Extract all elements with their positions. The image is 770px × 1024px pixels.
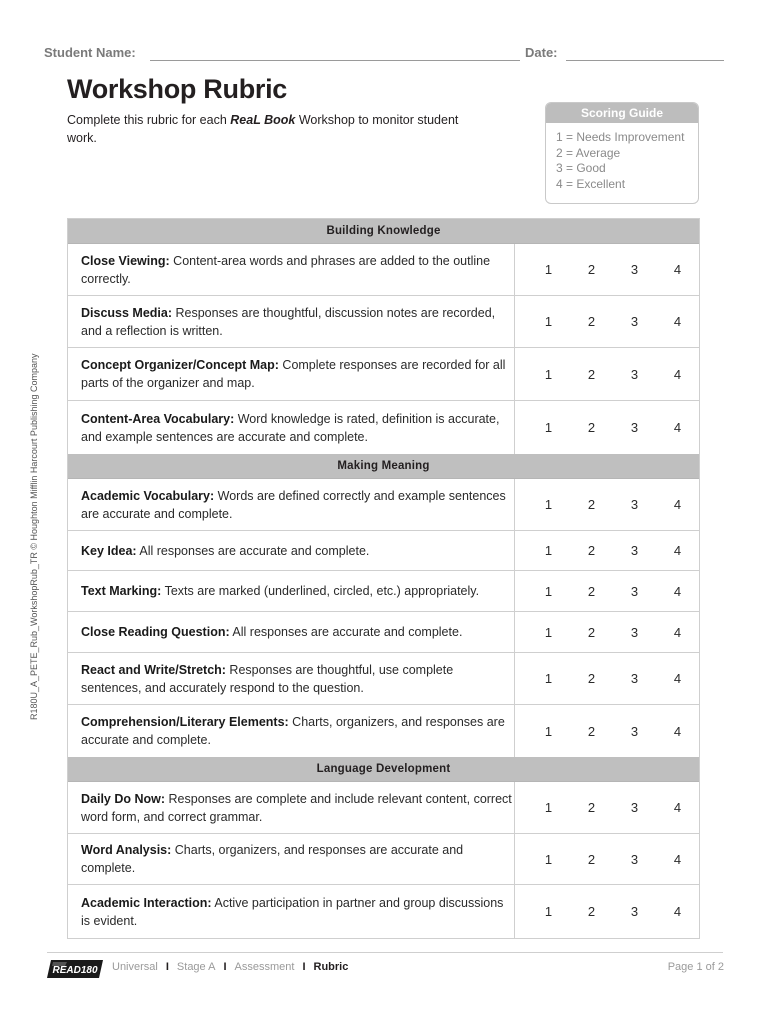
footer-nav-current: Rubric bbox=[313, 961, 349, 973]
criterion-term: Concept Organizer/Concept Map: bbox=[81, 358, 279, 372]
criterion-description bbox=[68, 894, 514, 930]
score-option-1[interactable]: 1 bbox=[544, 583, 553, 599]
criterion-term: Key Idea: bbox=[81, 543, 137, 558]
score-option-4[interactable]: 4 bbox=[673, 262, 682, 277]
score-option-2[interactable]: 2 bbox=[587, 904, 596, 919]
score-option-1[interactable]: 1 bbox=[544, 420, 553, 435]
score-options bbox=[515, 800, 699, 815]
score-option-3[interactable]: 3 bbox=[630, 671, 639, 686]
date-label: Date: bbox=[525, 45, 558, 60]
instructions-emphasis: ReaL Book bbox=[230, 113, 296, 127]
score-option-4[interactable]: 4 bbox=[673, 671, 682, 686]
criterion-term: Discuss Media: bbox=[81, 305, 173, 320]
criterion-text: Words are defined correctly and example sentences are accurate and complete. bbox=[81, 488, 506, 521]
criterion-term: Text Marking: bbox=[81, 584, 162, 598]
footer-divider bbox=[47, 952, 723, 953]
score-option-1[interactable]: 1 bbox=[544, 314, 553, 329]
score-option-2[interactable]: 2 bbox=[587, 262, 596, 277]
rubric-row bbox=[68, 653, 699, 705]
rubric-row bbox=[68, 705, 699, 757]
criterion-text: Charts, organizers, and responses are accurate and complete. bbox=[81, 843, 464, 875]
criterion-term: Academic Vocabulary: bbox=[81, 488, 215, 503]
student-name-label: Student Name: bbox=[44, 45, 136, 60]
score-options bbox=[515, 724, 699, 739]
rubric-table bbox=[67, 218, 700, 939]
criterion-text: Active participation in partner and group discussions is evident. bbox=[81, 895, 504, 928]
section-header: Language Development bbox=[68, 757, 699, 782]
score-option-4[interactable]: 4 bbox=[673, 851, 682, 867]
score-option-1[interactable]: 1 bbox=[544, 723, 553, 739]
score-options bbox=[515, 543, 699, 558]
read180-logo bbox=[45, 958, 105, 980]
criterion-description bbox=[68, 542, 514, 560]
rubric-row bbox=[68, 834, 699, 885]
footer-nav-assessment: Assessment bbox=[234, 961, 295, 973]
score-option-4[interactable]: 4 bbox=[673, 904, 682, 919]
score-option-2[interactable]: 2 bbox=[587, 671, 596, 686]
score-options bbox=[515, 420, 699, 435]
score-options bbox=[515, 262, 699, 277]
score-option-2[interactable]: 2 bbox=[587, 800, 596, 815]
rubric-row bbox=[68, 571, 699, 612]
criterion-description bbox=[68, 252, 514, 288]
student-name-field[interactable] bbox=[150, 60, 520, 61]
score-option-3[interactable]: 3 bbox=[630, 497, 639, 512]
student-info-line bbox=[44, 44, 724, 64]
score-option-3[interactable]: 3 bbox=[630, 366, 639, 382]
criterion-description bbox=[68, 487, 514, 523]
criterion-text: Content-area words and phrases are added to the outline correctly. bbox=[81, 253, 491, 286]
rubric-row bbox=[68, 782, 699, 834]
score-option-4[interactable]: 4 bbox=[673, 723, 682, 739]
side-credit-text: R180U_A_PETE_Rub_WorkshopRub_TR © Houghton Mifflin Harcourt Publishing Company bbox=[29, 353, 39, 720]
scoring-guide-item: 4 = Excellent bbox=[556, 176, 626, 191]
score-option-1[interactable]: 1 bbox=[544, 851, 553, 867]
scoring-guide bbox=[545, 102, 699, 204]
rubric-row bbox=[68, 348, 699, 401]
score-option-3[interactable]: 3 bbox=[630, 262, 639, 277]
score-option-4[interactable]: 4 bbox=[673, 543, 682, 558]
criterion-text: Texts are marked (underlined, circled, etc.) appropriately. bbox=[161, 584, 480, 598]
score-option-2[interactable]: 2 bbox=[587, 624, 596, 640]
score-options bbox=[515, 314, 699, 329]
score-option-1[interactable]: 1 bbox=[544, 366, 553, 382]
scoring-guide-item: 1 = Needs Improvement bbox=[556, 130, 685, 144]
criterion-text: Complete responses are recorded for all parts of the organizer and map. bbox=[81, 358, 506, 390]
footer-nav-stage: Stage A bbox=[176, 961, 216, 973]
criterion-term: Close Reading Question: bbox=[81, 625, 230, 639]
score-options bbox=[515, 671, 699, 686]
instructions-before: Complete this rubric for each bbox=[67, 113, 231, 127]
section-header: Making Meaning bbox=[68, 454, 699, 479]
criterion-term: Daily Do Now: bbox=[81, 791, 166, 806]
rubric-row bbox=[68, 885, 699, 938]
score-option-4[interactable]: 4 bbox=[673, 420, 682, 435]
scoring-guide-item: 3 = Good bbox=[556, 161, 606, 175]
score-option-3[interactable]: 3 bbox=[630, 624, 639, 640]
criterion-description bbox=[68, 841, 514, 877]
score-option-3[interactable]: 3 bbox=[630, 904, 639, 919]
score-options bbox=[515, 367, 699, 382]
criterion-term: Close Viewing: bbox=[81, 253, 170, 268]
criterion-text: All responses are accurate and complete. bbox=[229, 625, 463, 639]
scoring-guide-item: 2 = Average bbox=[556, 145, 621, 160]
score-option-1[interactable]: 1 bbox=[544, 262, 553, 277]
score-option-3[interactable]: 3 bbox=[630, 314, 639, 329]
score-option-3[interactable]: 3 bbox=[630, 851, 639, 867]
criterion-text: Responses are thoughtful, discussion notes are recorded, and a reflection is written. bbox=[81, 305, 496, 338]
score-option-2[interactable]: 2 bbox=[587, 851, 596, 867]
criterion-term: Content-Area Vocabulary: bbox=[81, 411, 235, 426]
score-option-3[interactable]: 3 bbox=[630, 543, 639, 558]
footer-breadcrumb bbox=[112, 961, 348, 973]
score-option-2[interactable]: 2 bbox=[587, 314, 596, 329]
score-option-3[interactable]: 3 bbox=[630, 723, 639, 739]
section-header: Building Knowledge bbox=[68, 219, 699, 244]
logo-text: READ180 bbox=[52, 965, 98, 976]
criterion-text: Word knowledge is rated, definition is accurate, and example sentences are accurate and complete. bbox=[81, 411, 500, 444]
score-option-1[interactable]: 1 bbox=[544, 497, 553, 512]
footer-separator: I bbox=[302, 961, 306, 973]
criterion-text: Charts, organizers, and responses are accurate and complete. bbox=[81, 715, 505, 747]
page-number: Page 1 of 2 bbox=[667, 961, 724, 973]
score-options bbox=[515, 904, 699, 919]
instructions-after: Workshop to monitor student work. bbox=[67, 113, 459, 145]
score-options bbox=[515, 584, 699, 599]
scoring-guide-list bbox=[546, 123, 698, 192]
criterion-text: All responses are accurate and complete. bbox=[136, 543, 370, 558]
score-option-2[interactable]: 2 bbox=[587, 723, 596, 739]
criterion-description bbox=[68, 623, 514, 641]
score-option-2[interactable]: 2 bbox=[587, 543, 596, 558]
score-option-1[interactable]: 1 bbox=[544, 543, 553, 558]
criterion-text: Responses are complete and include relevant content, correct word form, and correct grammar. bbox=[81, 791, 512, 824]
criterion-term: Comprehension/Literary Elements: bbox=[81, 715, 289, 729]
scoring-guide-title: Scoring Guide bbox=[546, 103, 698, 123]
rubric-row bbox=[68, 401, 699, 454]
score-option-2[interactable]: 2 bbox=[587, 420, 596, 435]
criterion-description bbox=[68, 582, 514, 600]
page-title: Workshop Rubric bbox=[67, 74, 288, 104]
criterion-description bbox=[68, 410, 514, 446]
footer-separator: I bbox=[165, 961, 169, 973]
score-options bbox=[515, 625, 699, 640]
score-option-1[interactable]: 1 bbox=[544, 904, 553, 919]
score-option-4[interactable]: 4 bbox=[673, 366, 682, 382]
score-options bbox=[515, 852, 699, 867]
footer-separator: I bbox=[223, 961, 227, 973]
criterion-description bbox=[68, 661, 514, 697]
date-field[interactable] bbox=[566, 60, 724, 61]
rubric-row bbox=[68, 296, 699, 348]
score-options bbox=[515, 497, 699, 512]
score-option-4[interactable]: 4 bbox=[673, 624, 682, 640]
rubric-row bbox=[68, 531, 699, 571]
criterion-term: Word Analysis: bbox=[81, 843, 172, 857]
score-option-3[interactable]: 3 bbox=[630, 583, 639, 599]
score-option-4[interactable]: 4 bbox=[673, 497, 682, 512]
criterion-text: Responses are thoughtful, use complete sentences, and accurately respond to the question. bbox=[81, 662, 454, 695]
criterion-term: React and Write/Stretch: bbox=[81, 662, 226, 677]
score-option-2[interactable]: 2 bbox=[587, 366, 596, 382]
criterion-term: Academic Interaction: bbox=[81, 895, 212, 910]
score-option-2[interactable]: 2 bbox=[587, 497, 596, 512]
score-option-4[interactable]: 4 bbox=[673, 314, 682, 329]
score-option-4[interactable]: 4 bbox=[673, 800, 682, 815]
rubric-row bbox=[68, 612, 699, 653]
instructions bbox=[67, 111, 487, 147]
score-option-4[interactable]: 4 bbox=[673, 583, 682, 599]
criterion-description bbox=[68, 356, 514, 392]
score-option-1[interactable]: 1 bbox=[544, 624, 553, 640]
criterion-description bbox=[68, 713, 514, 749]
criterion-description bbox=[68, 790, 514, 826]
criterion-description bbox=[68, 304, 514, 340]
score-option-1[interactable]: 1 bbox=[544, 800, 553, 815]
score-option-3[interactable]: 3 bbox=[630, 800, 639, 815]
rubric-row bbox=[68, 479, 699, 531]
score-option-2[interactable]: 2 bbox=[587, 583, 596, 599]
score-option-1[interactable]: 1 bbox=[544, 671, 553, 686]
rubric-row bbox=[68, 244, 699, 296]
footer-nav-universal: Universal bbox=[112, 961, 158, 973]
score-option-3[interactable]: 3 bbox=[630, 420, 639, 435]
